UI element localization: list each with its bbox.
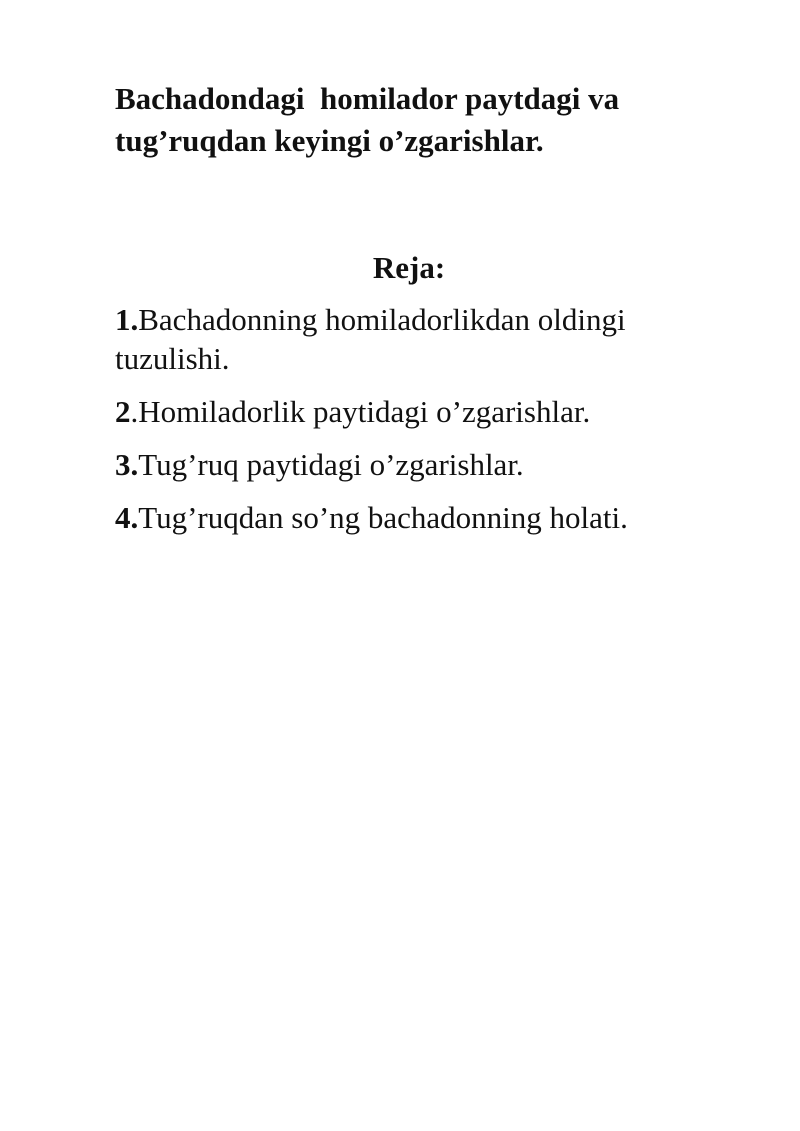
plan-item-text: Tug’ruqdan so’ng bachadonning holati.	[138, 500, 628, 535]
plan-heading: Reja:	[372, 250, 446, 285]
plan-item-4	[115, 498, 735, 537]
document-title: Bachadondagi homilador paytdagi va tug’ruqdan keyingi o’zgarishlar.	[115, 81, 627, 158]
plan-item-text: .Homiladorlik paytidagi o’zgarishlar.	[130, 394, 591, 429]
plan-item-number: 2	[115, 394, 131, 429]
plan-item-number: 1.	[115, 302, 139, 337]
plan-item-number: 3.	[115, 447, 139, 482]
plan-item-2	[115, 392, 735, 431]
plan-list	[115, 300, 735, 551]
plan-item-number: 4.	[115, 500, 139, 535]
plan-item-text: Tug’ruq paytidagi o’zgarishlar.	[138, 447, 524, 482]
plan-item-3	[115, 445, 735, 484]
plan-item-1	[115, 300, 735, 378]
plan-item-text: Bachadonning homiladorlikdan oldingi tuzulishi.	[115, 302, 626, 376]
